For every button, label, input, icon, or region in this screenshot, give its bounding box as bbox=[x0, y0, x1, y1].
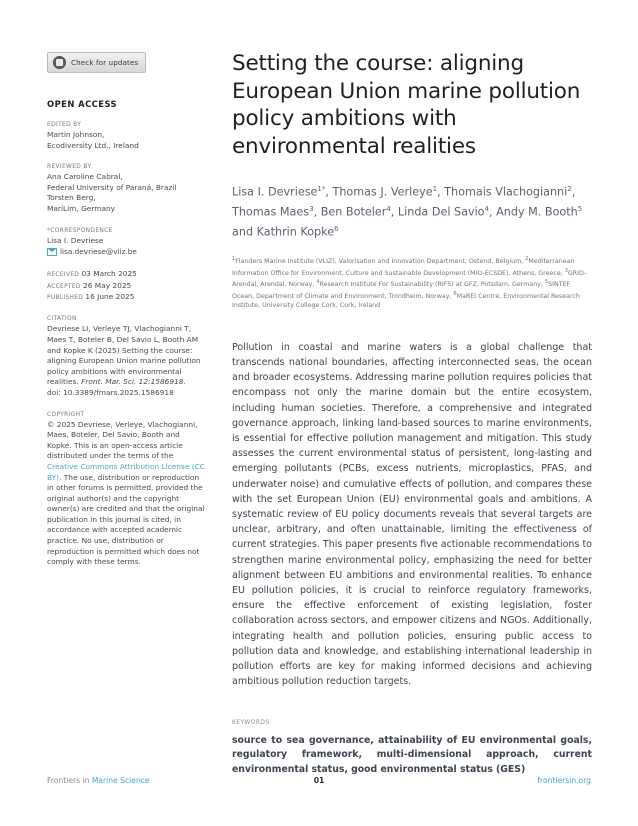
article-metadata-sidebar bbox=[47, 52, 205, 568]
reviewed-by-line: Federal University of Paraná, Brazil bbox=[47, 182, 177, 192]
reviewed-by-label: REVIEWED BY bbox=[47, 164, 92, 171]
reviewed-by-block bbox=[47, 164, 205, 214]
citation-journal-ref: Front. Mar. Sci. 12:1586918. bbox=[81, 377, 186, 387]
correspondence-name: Lisa I. Devriese bbox=[47, 235, 104, 245]
envelope-icon bbox=[47, 248, 57, 256]
received-value: 03 March 2025 bbox=[81, 269, 137, 279]
edited-by-label: EDITED BY bbox=[47, 122, 82, 128]
citation-main: Devriese LI, Verleye TJ, Vlachogianni T, Maes T, Boteler B, Del Savio L, Booth AM and Kopke K (2025) Setting the course: aligning European Union marine pollution policy ambitions with environmental realities. bbox=[47, 324, 201, 387]
published-date-row bbox=[47, 292, 205, 303]
published-label: PUBLISHED bbox=[47, 294, 84, 301]
correspondence-email[interactable]: lisa.devriese@vliz.be bbox=[60, 247, 137, 257]
footer-journal-name: Marine Science bbox=[91, 776, 150, 785]
page-title: Setting the course: aligning European Union marine pollution policy ambitions with environmental realities bbox=[232, 51, 581, 159]
correspondence-email-row[interactable] bbox=[47, 247, 205, 256]
reviewed-by-line: Torsten Berg, bbox=[47, 193, 96, 203]
citation-block bbox=[47, 316, 205, 398]
page-footer bbox=[47, 776, 591, 785]
keywords-text: source to sea governance, attainability of EU environmental goals, regulatory framework, multi-dimensional approach, current environmental status, good environmental status (GES) bbox=[232, 734, 592, 775]
edited-by-block bbox=[47, 122, 205, 151]
author-list: Lisa I. Devriese$^{1*}$, Thomas J. Verleye$^1$, Thomais Vlachogianni$^2$, Thomas Maes$^3$, Ben Boteler$^4$, Linda Del Savio$^4$, Andy M. Booth$^5$ and Kathrin Kopke$^6$ bbox=[232, 185, 583, 240]
copyright-text bbox=[47, 420, 205, 568]
accepted-label: ACCEPTED bbox=[47, 283, 81, 290]
abstract-text: Pollution in coastal and marine waters is a global challenge that transcends national boundaries, affecting interconnected seas, the ocean and broader ecosystems. Addressing marine pollution requires policies that encompass not only the marine domain but the entire ecosystem, including human societies. Therefore, a comprehensive and integrated governance approach, linking land-based sources to marine environments, is essential for effective pollution management and mitigation. This study assesses the current environmental status of persistent, long-lasting and emerging pollutants (PCBs, excess nutrients, microplastics, PFAS, and underwater noise) and cumulative effects of pollution, and compares these with the set European Union (EU) environmental goals and ambitions. A systematic review of EU policy documents reveals that several targets are unclear, arbitrary, and often unattainable, limiting the effectiveness of current strategies. This paper presents five actionable recommendations to strengthen marine environmental policy, emphasizing the need for better alignment between EU ambitions and environmental realities. To enhance EU pollution policies, it is crucial to reinforce regulatory frameworks, ensure the effective enforcement of existing legislation, foster collaboration across sectors, and empower citizens and NGOs. Additionally, integrating health and pollution policies, ensuring public access to pollution data and knowledge, and establishing international leadership in pollution efforts are key for making informed decisions and achieving ambitious pollution reduction targets. bbox=[232, 341, 592, 688]
creative-commons-license-link[interactable]: Creative Commons Attribution License (CC BY) bbox=[47, 461, 205, 482]
edited-by-line: Ecodiversity Ltd., Ireland bbox=[47, 140, 139, 150]
publication-dates-block bbox=[47, 269, 205, 303]
affiliation-list: $^1$Flanders Marine Institute (VLIZ), Valorisation and Innovation Department, Ostend, Belgium, $^2$Mediterranean Information Office for Environment, Culture and Sustainable Development (MIO-ECSDE), Athens, Greece, $^3$GRID-Arendal, Arendal, Norway, $^4$Research Institute For Sustainability (RIFS) at GFZ, Potsdam, Germany, $^5$SINTEF Ocean, Department of Climate and Environment, Trondheim, Norway, $^6$MaREI Centre, Environmental Research Institute, University College Cork, Cork, Ireland bbox=[232, 256, 587, 310]
open-access-label: OPEN ACCESS bbox=[47, 99, 118, 109]
check-for-updates-badge[interactable] bbox=[47, 52, 146, 73]
citation-label: CITATION bbox=[47, 316, 77, 323]
reviewed-by-line: Ana Caroline Cabral, bbox=[47, 172, 123, 182]
footer-page-number: 01 bbox=[313, 776, 325, 785]
footer-website-link[interactable]: frontiersin.org bbox=[537, 776, 591, 785]
refresh-circle-icon bbox=[53, 56, 66, 69]
copyright-part-one: © 2025 Devriese, Verleye, Vlachogianni, Maes, Boteler, Del Savio, Booth and Kopke. This is an open-access article distributed under the terms of the bbox=[47, 419, 198, 461]
received-date-row bbox=[47, 269, 205, 280]
article-main-column bbox=[232, 50, 592, 777]
correspondence-label: *CORRESPONDENCE bbox=[47, 227, 113, 234]
citation-doi[interactable]: doi: 10.3389/fmars.2025.1586918 bbox=[47, 387, 174, 397]
edited-by-line: Martin Johnson, bbox=[47, 130, 105, 139]
correspondence-block bbox=[47, 228, 205, 257]
citation-text bbox=[47, 324, 205, 388]
footer-frontiers-prefix: Frontiers in bbox=[47, 776, 92, 785]
reviewed-by-line: MariLim, Germany bbox=[47, 203, 116, 213]
accepted-value: 26 May 2025 bbox=[83, 280, 132, 290]
keywords-label: KEYWORDS bbox=[232, 719, 270, 726]
copyright-part-two: . The use, distribution or reproduction in other forums is permitted, provided the original author(s) and the copyright owner(s) are credited and that the original publication in this journal is cited, in accordance with accepted academic practice. No use, distribution or reproduction is permitted which does not comply with these terms. bbox=[47, 472, 205, 567]
copyright-block bbox=[47, 412, 205, 568]
copyright-label: COPYRIGHT bbox=[47, 411, 85, 418]
received-label: RECEIVED bbox=[47, 272, 80, 279]
published-value: 16 June 2025 bbox=[85, 291, 135, 301]
accepted-date-row bbox=[47, 281, 205, 292]
check-for-updates-label: Check for updates bbox=[71, 58, 139, 67]
